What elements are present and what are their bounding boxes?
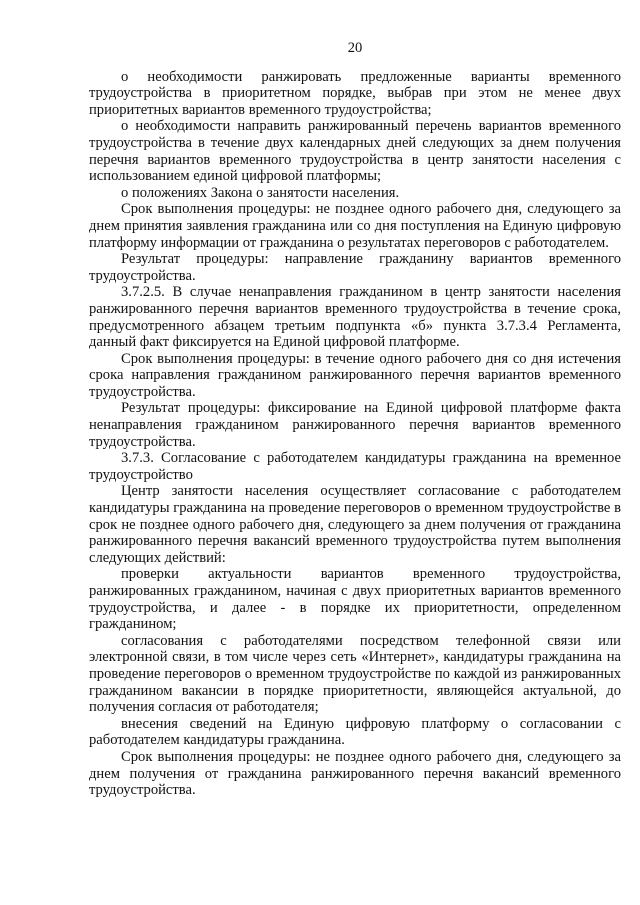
paragraph-employer-approval: согласования с работодателями посредством телефонной связи или электронной связи, в том числе через сеть «Интернет», кандидатуры гражданина на проведение переговоров о временном трудоустройстве по каждой из ранжированных гражданином вакансии в порядке приоритетности, являющейся актуальной, до получения согласия от работодателя; (89, 632, 621, 716)
paragraph-procedure-deadline-3: Срок выполнения процедуры: не позднее одного рабочего дня, следующего за днем получения от гражданина ранжированного перечня вакансий временного трудоустройства. (89, 748, 621, 799)
paragraph-enter-info: внесения сведений на Единую цифровую платформу о согласовании с работодателем кандидатуры гражданина. (89, 715, 621, 749)
paragraph-section-3-7-2-5: 3.7.2.5. В случае ненаправления гражданином в центр занятости населения ранжированного перечня вариантов временного трудоустройства в течение срока, предусмотренного абзацем третьим подпункта «б» пункта 3.7.3.4 Регламента, данный факт фиксируется на Единой цифровой платформе. (89, 284, 621, 351)
paragraph-check-relevance: проверки актуальности вариантов временного трудоустройства, ранжированных гражданином, начиная с двух приоритетных вариантов временного трудоустройства, и далее - в порядке их приоритетности, определенном гражданином; (89, 566, 621, 633)
paragraph-procedure-deadline-2: Срок выполнения процедуры: в течение одного рабочего дня со дня истечения срока направления гражданином ранжированного перечня вариантов временного трудоустройства. (89, 350, 621, 400)
paragraph-procedure-result-1: Результат процедуры: направление гражданину вариантов временного трудоустройства. (89, 251, 621, 284)
page-number: 20 (347, 40, 363, 56)
paragraph-procedure-deadline-1: Срок выполнения процедуры: не позднее одного рабочего дня, следующего за днем принятия заявления гражданина или со дня поступления на Единую цифровую платформу информации от гражданина о результатах переговоров с работодателем. (89, 201, 621, 251)
paragraph-send-ranked-list: о необходимости направить ранжированный перечень вариантов временного трудоустройства в течение двух календарных дней следующих за днем получения перечня вариантов временного трудоустройства в центр занятости населения с использованием единой цифровой платформы; (89, 118, 621, 185)
paragraph-approval-description: Центр занятости населения осуществляет согласование с работодателем кандидатуры гражданина на проведение переговоров о временном трудоустройстве в срок не позднее одного рабочего дня, следующего за днем получения от гражданина ранжированного перечня вакансий временного трудоустройства путем выполнения следующих действий: (89, 483, 621, 566)
paragraph-section-3-7-3: 3.7.3. Согласование с работодателем кандидатуры гражданина на временное трудоустройство (89, 450, 621, 483)
paragraph-rank-options: о необходимости ранжировать предложенные варианты временного трудоустройства в приоритетном порядке, выбрав при этом не менее двух приоритетных вариантов временного трудоустройства; (89, 68, 621, 118)
paragraph-employment-law: о положениях Закона о занятости населения. (121, 184, 400, 201)
paragraph-procedure-result-2: Результат процедуры: фиксирование на Единой цифровой платформе факта ненаправления гражданином ранжированного перечня вариантов временного трудоустройства. (89, 400, 621, 450)
